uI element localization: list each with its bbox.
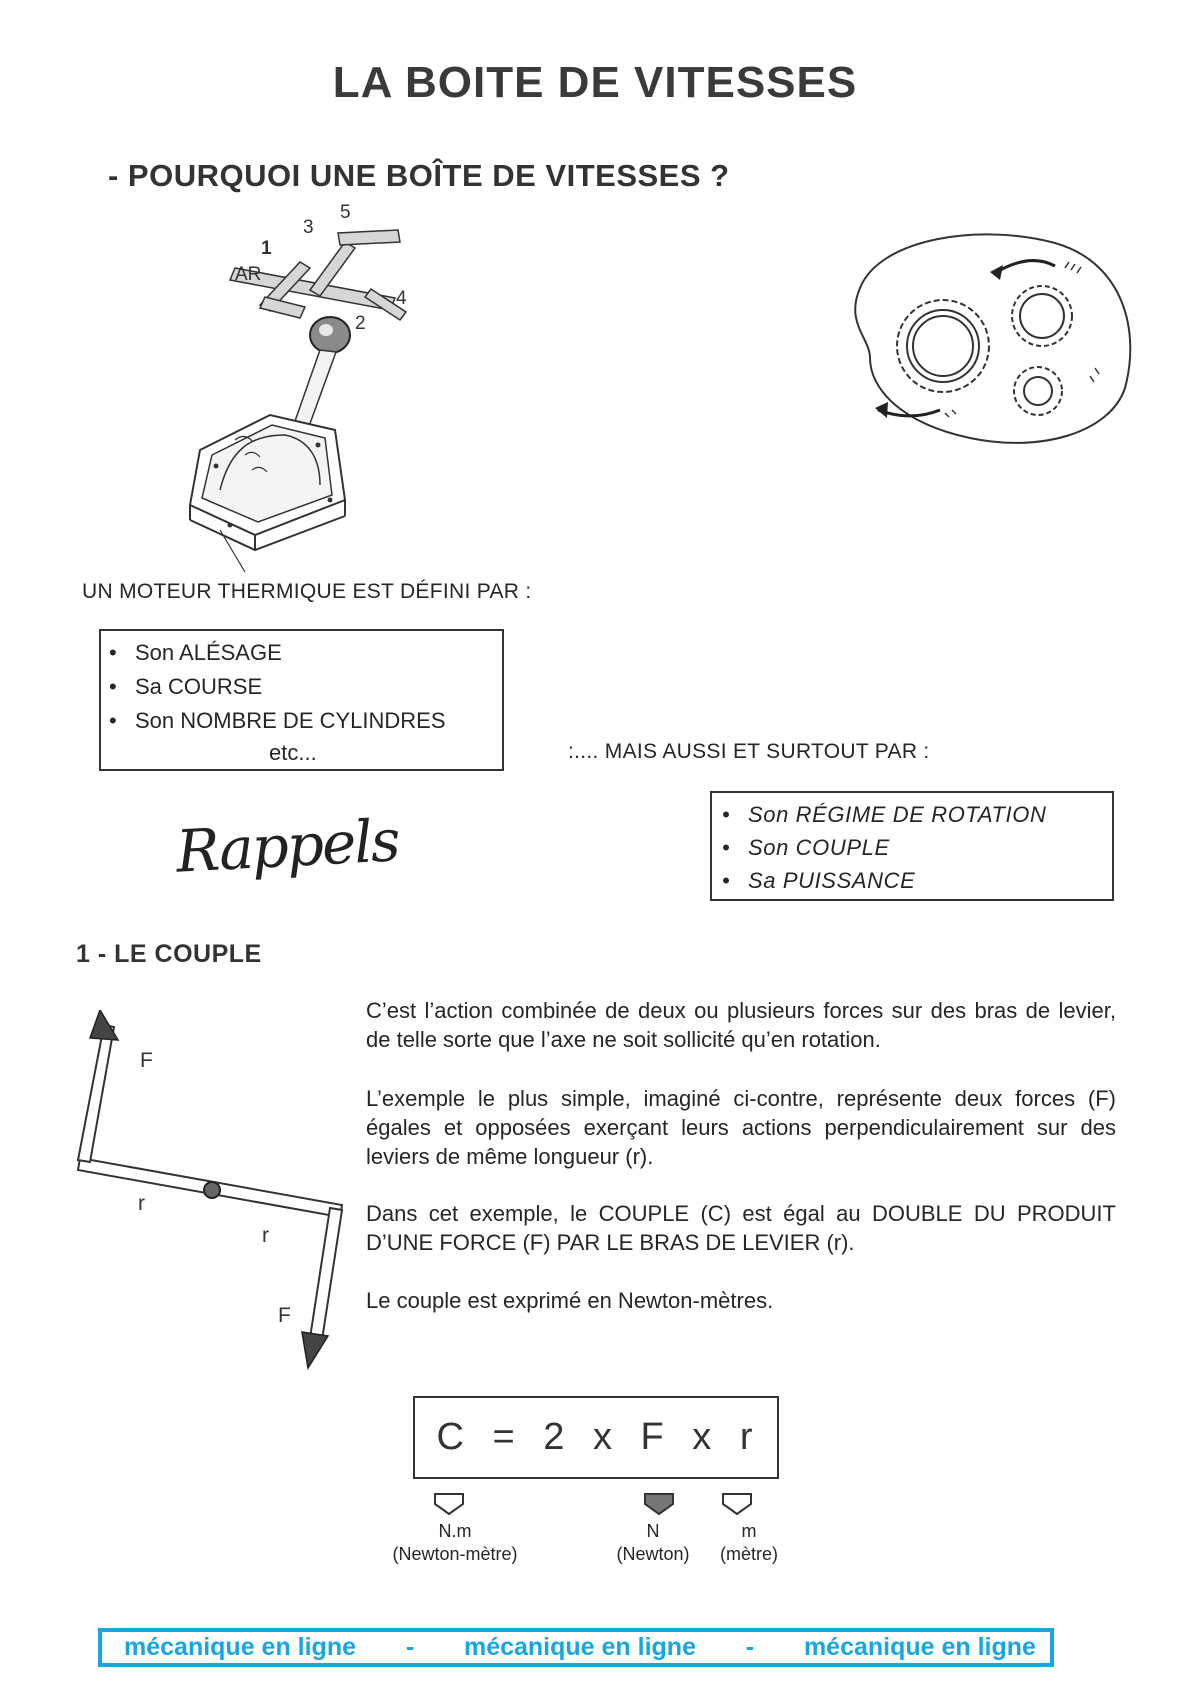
unit-newton-metre: [370, 1520, 540, 1566]
gear-label-2: 2: [355, 313, 366, 334]
couple-diagram: [70, 1010, 360, 1380]
section-title: 1 - LE COUPLE: [76, 940, 262, 968]
section-subtitle: - POURQUOI UNE BOÎTE DE VITESSES ?: [108, 158, 730, 193]
intro-text: UN MOTEUR THERMIQUE EST DÉFINI PAR :: [82, 580, 532, 603]
paragraph-unit: Le couple est exprimé en Newton-mètres.: [366, 1288, 774, 1313]
gear-shifter-illustration: [160, 200, 460, 580]
also-item-label: Son RÉGIME DE ROTATION: [748, 802, 1047, 827]
gear-label-3: 3: [303, 217, 314, 238]
footer-text: mécanique en ligne: [124, 1633, 357, 1661]
footer-separator: -: [745, 1633, 755, 1661]
paragraph-definition: C’est l’action combinée de deux ou plusieurs forces sur des bras de levier, de telle sorte que l’axe ne soit sollicité qu’en rotation.: [366, 998, 1116, 1052]
arm-label-left: r: [138, 1192, 145, 1215]
gears-illustration: [840, 228, 1140, 448]
also-item-label: Sa PUISSANCE: [748, 868, 916, 893]
force-label-top: F: [140, 1049, 153, 1072]
gear-label-reverse: AR: [235, 264, 262, 285]
bullet-icon: •: [109, 708, 117, 733]
bullet-icon: •: [109, 674, 117, 699]
rappels-handwritten: Rappels: [174, 806, 401, 886]
down-arrow-icon: [435, 1494, 463, 1514]
paragraph-couple-rule: Dans cet exemple, le COUPLE (C) est égal au DOUBLE DU PRODUIT D’UNE FORCE (F) PAR LE BRAS DE LEVIER (r).: [366, 1201, 1116, 1255]
also-item-label: Son COUPLE: [748, 835, 890, 860]
unit-symbol: N: [646, 1521, 660, 1541]
bullet-icon: •: [722, 835, 731, 860]
unit-metre: [704, 1520, 794, 1566]
bullet-icon: •: [109, 640, 117, 665]
gear-label-4: 4: [396, 288, 407, 309]
also-box: [710, 791, 1114, 901]
gear-label-1: 1: [261, 238, 272, 259]
force-label-bottom: F: [278, 1304, 291, 1327]
definition-item: [109, 636, 502, 670]
unit-arrows: [430, 1490, 770, 1520]
definition-etc: etc...: [269, 740, 317, 765]
footer-separator: -: [405, 1633, 415, 1661]
also-item: [722, 831, 1112, 864]
definition-item: [109, 704, 502, 738]
definition-item-label: Son ALÉSAGE: [135, 640, 282, 665]
unit-newton: [598, 1520, 708, 1566]
definition-box: [99, 629, 504, 771]
mais-aussi-text: :.... MAIS AUSSI ET SURTOUT PAR :: [568, 740, 930, 763]
gear-label-5: 5: [340, 202, 351, 223]
footer-banner: [98, 1628, 1054, 1667]
arm-label-right: r: [262, 1224, 269, 1247]
definition-item-label: Sa COURSE: [135, 674, 263, 699]
down-arrow-icon: [645, 1494, 673, 1514]
unit-symbol: N.m: [438, 1521, 472, 1541]
down-arrow-icon: [723, 1494, 751, 1514]
page-title: LA BOITE DE VITESSES: [332, 58, 858, 107]
definition-item: [109, 670, 502, 704]
unit-symbol: m: [741, 1521, 757, 1541]
bullet-icon: •: [722, 868, 731, 893]
unit-name: (Newton-mètre): [392, 1544, 518, 1564]
footer-text: mécanique en ligne: [803, 1633, 1036, 1661]
unit-name: (mètre): [720, 1544, 778, 1564]
footer-text: mécanique en ligne: [463, 1633, 696, 1661]
unit-name: (Newton): [616, 1544, 690, 1564]
also-item: [722, 864, 1112, 897]
paragraph-example: L’exemple le plus simple, imaginé ci-contre, représente deux forces (F) égales et opposées exerçant leurs actions perpendiculairement sur des leviers de même longueur (r).: [366, 1086, 1116, 1169]
bullet-icon: •: [722, 802, 731, 827]
formula-box: C = 2 x F x r: [413, 1396, 779, 1479]
also-item: [722, 798, 1112, 831]
definition-item-label: Son NOMBRE DE CYLINDRES: [135, 708, 446, 733]
